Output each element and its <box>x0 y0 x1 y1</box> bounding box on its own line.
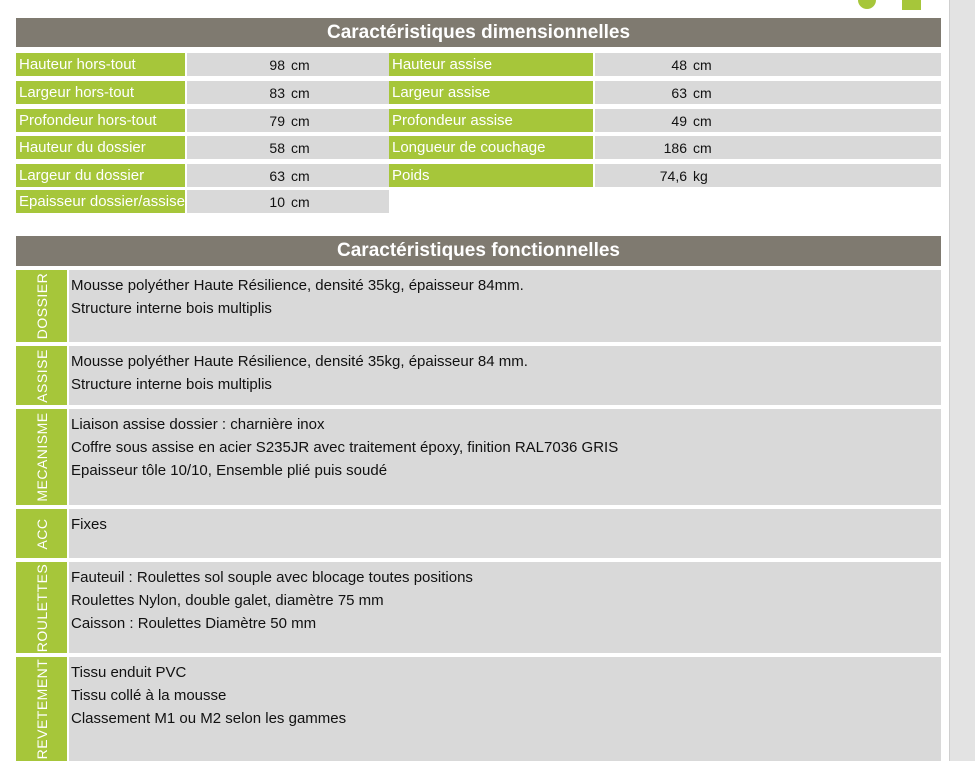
functional-description-cell <box>69 346 941 405</box>
functional-description-cell <box>69 270 941 342</box>
dimension-value-cell <box>187 53 389 76</box>
dimension-value: 58 <box>269 140 285 156</box>
dimension-value: 74,6 <box>659 168 687 184</box>
functional-description-cell <box>69 509 941 558</box>
functional-category-cell <box>16 409 67 505</box>
dimension-unit: kg <box>693 168 708 184</box>
dimension-label: Hauteur assise <box>389 53 593 76</box>
functional-description-line: Coffre sous assise en acier S235JR avec traitement époxy, finition RAL7036 GRIS <box>71 439 619 456</box>
dimension-unit: cm <box>291 85 310 101</box>
dimension-value: 79 <box>269 113 285 129</box>
dimension-label: Profondeur hors-tout <box>16 109 185 132</box>
section-title-dimensionnelles: Caractéristiques dimensionnelles <box>16 18 941 47</box>
dimension-unit: cm <box>693 57 712 73</box>
dimension-label: Largeur hors-tout <box>16 81 185 104</box>
functional-description-line: Tissu collé à la mousse <box>71 687 227 704</box>
dimension-unit: cm <box>291 57 310 73</box>
dimension-label: Profondeur assise <box>389 109 593 132</box>
functional-description-line: Epaisseur tôle 10/10, Ensemble plié puis soudé <box>71 462 388 479</box>
functional-row <box>16 270 941 342</box>
dimension-unit: cm <box>693 85 712 101</box>
functional-category-label: ACC <box>33 517 50 550</box>
functional-category-cell <box>16 562 67 653</box>
functional-description-line: Mousse polyéther Haute Résilience, densité 35kg, épaisseur 84 mm. <box>71 353 528 370</box>
section-title-fonctionnelles: Caractéristiques fonctionnelles <box>16 236 941 266</box>
functional-description-cell <box>69 657 941 761</box>
functional-category-cell <box>16 657 67 761</box>
dimension-value: 49 <box>671 113 687 129</box>
dimension-value: 83 <box>269 85 285 101</box>
dimension-value: 63 <box>269 168 285 184</box>
dimension-value: 63 <box>671 85 687 101</box>
functional-description-line: Classement M1 ou M2 selon les gammes <box>71 710 347 727</box>
dimension-unit: cm <box>693 113 712 129</box>
functional-description-line: Tissu enduit PVC <box>71 664 187 681</box>
functional-description-line: Structure interne bois multiplis <box>71 376 272 393</box>
functional-category-label: ROULETTES <box>33 563 50 652</box>
dimension-value-cell <box>595 81 941 104</box>
functional-description-line: Roulettes Nylon, double galet, diamètre 75 mm <box>71 592 384 609</box>
dimension-label: Hauteur hors-tout <box>16 53 185 76</box>
functional-category-label: DOSSIER <box>33 272 50 340</box>
corner-logo-fragment-2 <box>902 0 921 10</box>
dimension-value-cell <box>595 109 941 132</box>
dimension-unit: cm <box>291 194 310 210</box>
functional-row <box>16 562 941 653</box>
functional-description-cell <box>69 562 941 653</box>
dimension-value-cell <box>595 136 941 159</box>
dimension-value-cell <box>187 109 389 132</box>
dimension-label: Largeur du dossier <box>16 164 185 187</box>
functional-row <box>16 346 941 405</box>
functional-description-line: Liaison assise dossier : charnière inox <box>71 416 325 433</box>
dimension-value: 186 <box>663 140 687 156</box>
dimension-label: Longueur de couchage <box>389 136 593 159</box>
dimension-value-cell <box>595 164 941 187</box>
functional-description-line: Fixes <box>71 516 107 533</box>
functional-category-cell <box>16 346 67 405</box>
functional-description-line: Caisson : Roulettes Diamètre 50 mm <box>71 615 317 632</box>
dimension-unit: cm <box>291 140 310 156</box>
dimension-value-cell <box>187 81 389 104</box>
dimension-value: 48 <box>671 57 687 73</box>
functional-description-line: Structure interne bois multiplis <box>71 300 272 317</box>
dimension-value: 10 <box>269 194 285 210</box>
functional-category-label: MECANISME <box>33 412 50 502</box>
dimension-unit: cm <box>291 168 310 184</box>
dimension-unit: cm <box>693 140 712 156</box>
dimension-label: Poids <box>389 164 593 187</box>
functional-row <box>16 409 941 505</box>
corner-logo-fragment-1 <box>858 0 876 9</box>
functional-category-label: ASSISE <box>33 348 50 403</box>
dimension-value-cell <box>187 164 389 187</box>
page-margin-strip <box>949 0 975 761</box>
dimension-value-cell <box>187 136 389 159</box>
functional-row <box>16 509 941 558</box>
dimension-label: Epaisseur dossier/assise <box>16 190 185 213</box>
dimension-label: Largeur assise <box>389 81 593 104</box>
functional-description-cell <box>69 409 941 505</box>
functional-category-label: REVETEMENT <box>33 658 50 760</box>
dimension-value: 98 <box>269 57 285 73</box>
functional-category-cell <box>16 270 67 342</box>
dimension-unit: cm <box>291 113 310 129</box>
dimension-value-cell <box>187 190 389 213</box>
dimension-label: Hauteur du dossier <box>16 136 185 159</box>
functional-category-cell <box>16 509 67 558</box>
functional-row <box>16 657 941 761</box>
dimension-value-cell <box>595 53 941 76</box>
functional-description-line: Fauteuil : Roulettes sol souple avec blocage toutes positions <box>71 569 473 586</box>
functional-description-line: Mousse polyéther Haute Résilience, densité 35kg, épaisseur 84mm. <box>71 277 524 294</box>
